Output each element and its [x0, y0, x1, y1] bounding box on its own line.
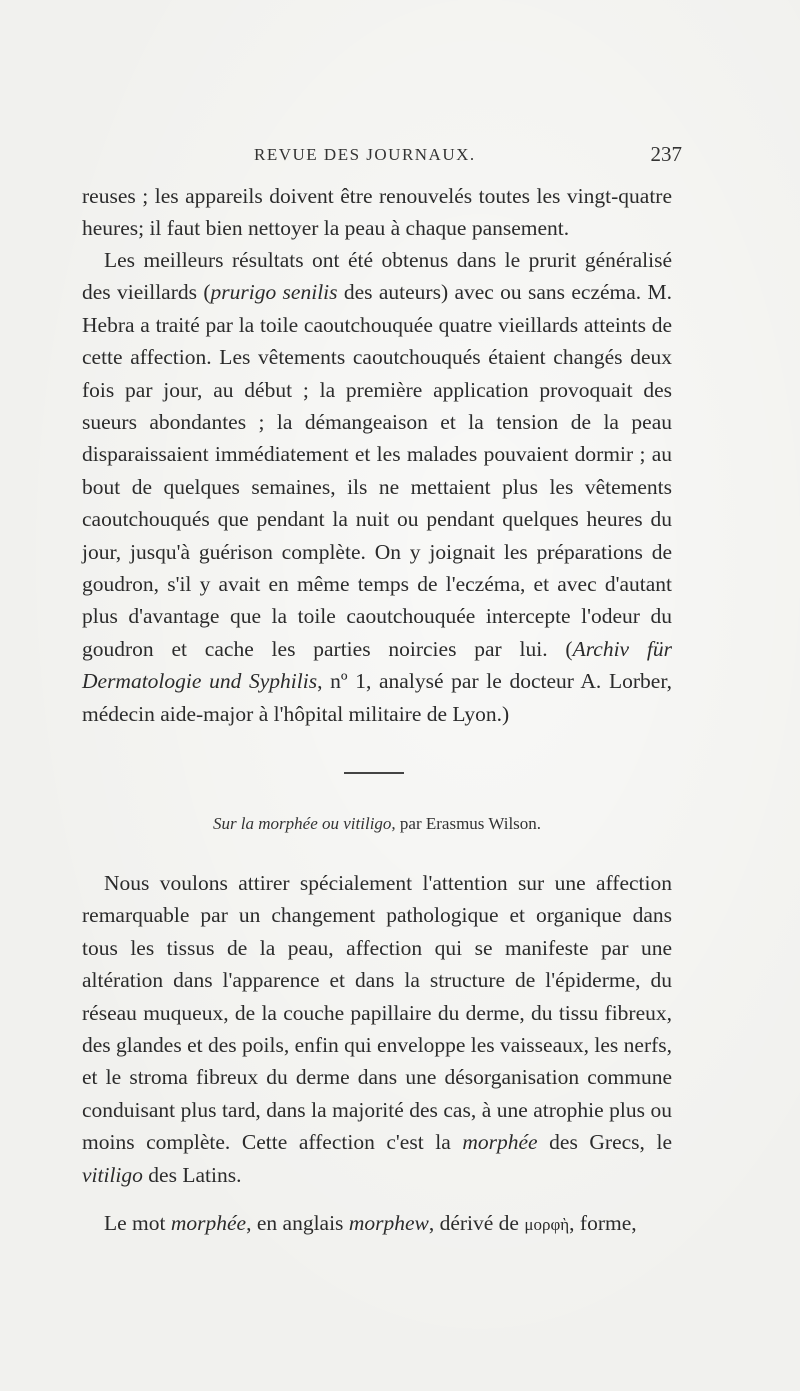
text-segment: Nous voulons attirer spécialement l'attention sur une affection remarquable par un changement pathologique et organique dans tous les tissus de la peau, affection qui se manifeste par une altération dans l'apparence et dans la structure de l'épiderme, du réseau muqueux, de la couche papillaire du derme, du tissu fibreux, des glandes et des poils, enfin qui enveloppe les vaisseaux, les nerfs, et le stroma fibreux du derme dans une désorganisation commune conduisant plus tard, dans la majorité des cas, à une atrophie plus ou moins complète. Cette affection c'est la	[82, 871, 672, 1155]
section-divider	[344, 772, 404, 774]
text-segment: Les meilleurs résultats ont été obtenus dans le prurit généralisé des vieillards (	[82, 248, 672, 305]
article-subtitle	[82, 814, 672, 834]
running-head: REVUE DES JOURNAUX.	[254, 145, 476, 164]
text-segment: , dérivé de	[428, 1211, 525, 1235]
paragraph-continuation	[82, 180, 672, 245]
italic-term: vitiligo	[82, 1162, 143, 1187]
paragraph-morphee-intro	[82, 867, 672, 1191]
page-header	[82, 142, 682, 172]
text-segment: des auteurs) avec ou sans eczéma. M. Hebra a traité par la toile caoutchouquée quatre vieillards atteints de cette affection. Les vêtements caoutchouqués étaient changés deux fois par jour, au début ; la première application provoquait des sueurs abondantes ; la démangeaison et la tension de la peau disparaissaient immédiatement et les malades pouvaient dormir ; au bout de quelques semaines, ils ne mettaient plus les vêtements caoutchouqués que pendant la nuit ou pendant quelques heures du jour, jusqu'à guérison complète. On y joignait les préparations de goudron, s'il y avait en même temps de l'eczéma, et avec d'autant plus d'avantage que la toile caoutchouquée intercepte l'odeur du goudron et cache les parties noircies par lui. (	[82, 280, 673, 661]
article-title: Sur la morphée ou vitiligo,	[212, 814, 396, 833]
article-author: par Erasmus Wilson.	[395, 814, 542, 833]
text-segment: , forme,	[569, 1211, 637, 1235]
text-segment: des Latins.	[142, 1162, 242, 1187]
text-segment: , nº 1, analysé par le docteur A. Lorber, médecin aide-major à l'hôpital militaire de Lyon.)	[82, 669, 672, 726]
italic-term: morphew	[348, 1211, 429, 1235]
italic-term: prurigo senilis	[210, 280, 338, 305]
text-segment: , en anglais	[246, 1211, 349, 1235]
text-segment: des Grecs, le	[537, 1130, 672, 1155]
paragraph-etymology	[82, 1207, 672, 1241]
journal-citation: Archiv für Dermatologie und Syphilis	[82, 636, 672, 694]
italic-term: morphée	[170, 1211, 247, 1235]
paragraph-prurigo	[82, 244, 672, 730]
italic-term: morphée	[462, 1130, 538, 1155]
greek-word: μορφὴ	[524, 1215, 570, 1234]
paragraph-text: reuses ; les appareils doivent être renouvelés toutes les vingt-quatre heures; il faut bien nettoyer la peau à chaque pansement.	[82, 184, 672, 241]
page-number: 237	[650, 142, 682, 166]
text-segment: Le mot	[104, 1211, 171, 1235]
